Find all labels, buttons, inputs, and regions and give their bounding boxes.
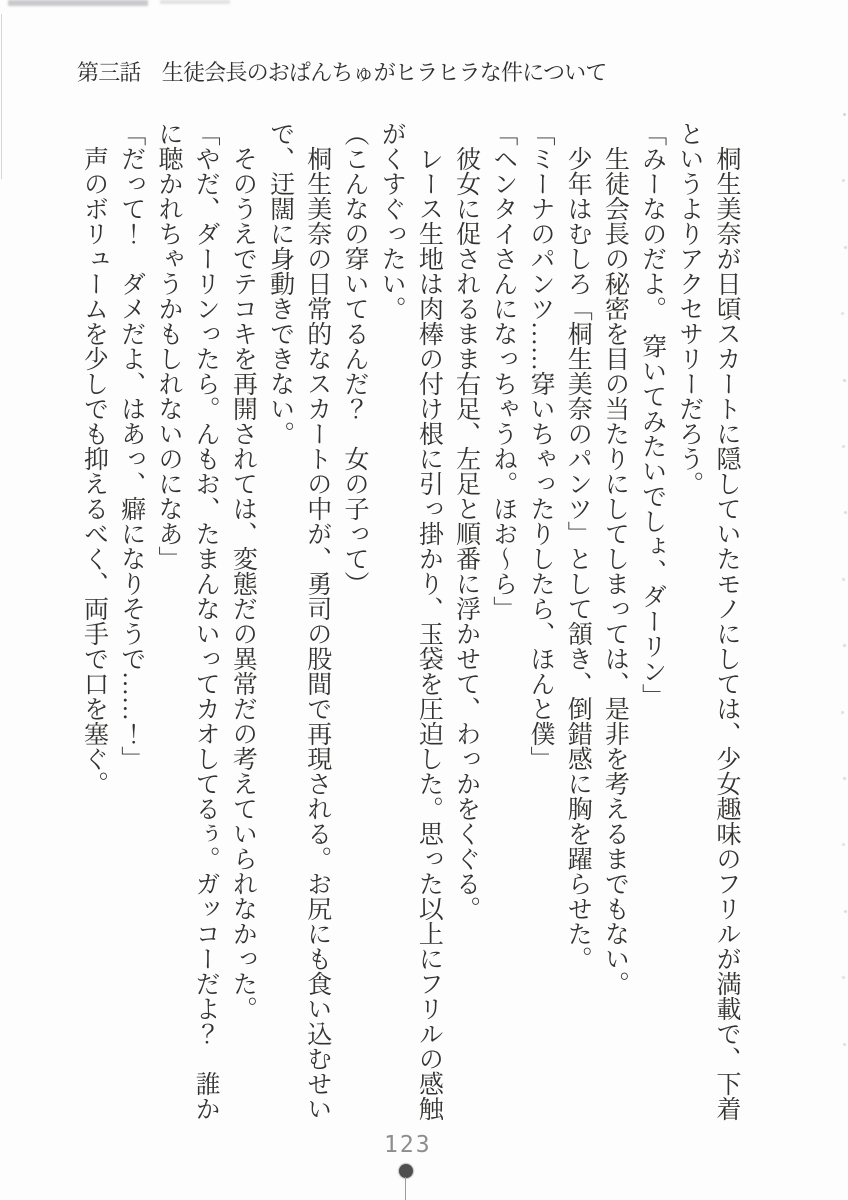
paragraph: 桐生美奈の日常的なスカートの中が、勇司の股間で再現される。お尻にも食い込むせいで、迂闊に身動きできない。 xyxy=(266,121,331,1121)
paragraph: 声のボリュームを少しでも抑えるべく、両手で口を塞ぐ。 xyxy=(80,121,108,796)
paragraph: （こんなの穿いてるんだ？ 女の子って） xyxy=(340,121,368,596)
scan-artifact-right-edge xyxy=(843,113,846,116)
paragraph: 「やだ、ダーリンったら。んもお、たまんないってカオしてるぅ。ガッコーだよ？ 誰かに聴かれちゃうかもしれないのになあ」 xyxy=(154,121,220,1121)
paragraph: 少年はむしろ「桐生美奈のパンツ」として頷き、倒錯感に胸を躍らせた。 xyxy=(564,121,592,971)
paragraph: 「ミーナのパンツ……穿いちゃったりしたら、ほんと僕」 xyxy=(526,121,554,771)
paragraph: 「みーなのだよ。 穿いてみたいでしょ、ダーリン」 xyxy=(638,121,666,709)
paragraph: 彼女に促されるまま右足、左足と順番に浮かせて、わっかをくぐる。 xyxy=(452,121,480,921)
body-text xyxy=(75,121,745,1121)
chapter-title: 第三話 生徒会長のおぱんちゅがヒラヒラな件について xyxy=(77,60,607,85)
paragraph: レース生地は肉棒の付け根に引っ掛かり、玉袋を圧迫した。思った以上にフリルの感触がくすぐったい。 xyxy=(378,121,443,1121)
page-number: 123 xyxy=(384,1132,432,1158)
paragraph: 桐生美奈が日頃スカートに隠していたモノにしては、少女趣味のフリルが満載で、下着というよりアクセサリーだろう。 xyxy=(675,121,740,1121)
paragraph: 「だって！ ダメだよ、はあっ、癖になりそうで……！」 xyxy=(117,121,145,771)
scan-artifact-left-edge xyxy=(1,14,2,179)
paragraph: そのうえでテコキを再開されては、変態だの異常だの考えていられなかった。 xyxy=(229,121,257,1021)
scan-artifact-top-2 xyxy=(160,0,230,4)
paragraph: 「ヘンタイさんになっちゃうね。ほお〜ら」 xyxy=(489,121,517,621)
paragraph: 生徒会長の秘密を目の当たりにしてしまっては、是非を考えるまでもない。 xyxy=(601,121,629,996)
footer-line-ornament xyxy=(405,1177,406,1200)
footer-dot-ornament xyxy=(399,1164,413,1178)
scan-artifact-top xyxy=(8,0,148,6)
